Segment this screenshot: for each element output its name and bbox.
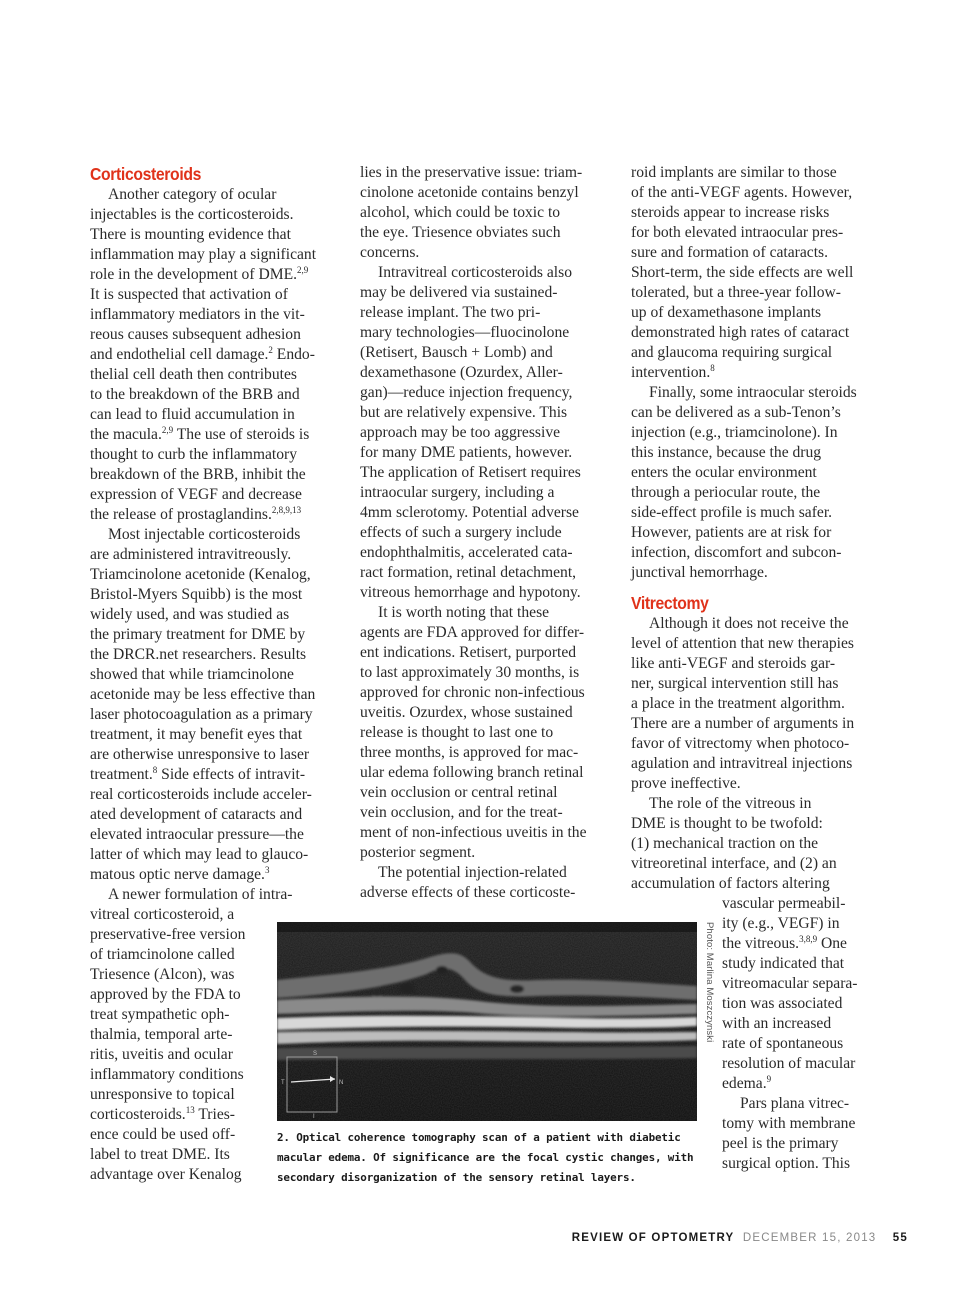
text-line: of triamcinolone called <box>90 946 235 963</box>
text-line: enters the ocular environment <box>631 464 817 481</box>
text-line: for many DME patients, however. <box>360 444 573 461</box>
oct-scan-figure <box>277 922 697 1121</box>
text-line: resolution of macular <box>722 1055 856 1072</box>
text-line: adverse effects of these corticoste- <box>360 884 576 901</box>
text-line: roid implants are similar to those <box>631 164 837 181</box>
text-line: edema.$^9$ <box>722 1074 772 1092</box>
text-line: (1) mechanical traction on the <box>631 835 819 852</box>
text-line: of the anti-VEGF agents. However, <box>631 184 853 201</box>
citation-superscript: 8 <box>152 765 158 775</box>
text-line: It is suspected that activation of <box>90 286 288 303</box>
text-line: sure and formation of cataracts. <box>631 244 829 261</box>
footer-date: DECEMBER 15, 2013 <box>742 1232 877 1244</box>
text-line: three months, is approved for mac- <box>360 744 579 761</box>
text-line: The application of Retisert requires <box>360 464 581 481</box>
scan-label-top: S <box>313 1051 318 1057</box>
citation-superscript: 3 <box>264 865 270 875</box>
footer-magazine: REVIEW OF OPTOMETRY <box>571 1232 735 1244</box>
text-line: vitreal corticosteroid, a <box>90 906 235 923</box>
text-line: this instance, because the drug <box>631 444 822 461</box>
text-line: ent indications. Retisert, purported <box>360 644 577 661</box>
text-line: surgical option. This <box>722 1155 851 1172</box>
text-line: laser photocoagulation as a primary <box>90 706 313 723</box>
text-line: the vitreous.$^{3,8,9}$ One <box>722 934 847 952</box>
text-line: tion was associated <box>722 995 843 1012</box>
text-line: Triesence (Alcon), was <box>90 966 235 983</box>
text-line: rate of spontaneous <box>722 1035 844 1052</box>
text-line: infection, discomfort and subcon- <box>631 544 842 561</box>
text-line: vein occlusion or central retinal <box>360 784 558 801</box>
text-line: A newer formulation of intra- <box>108 886 293 903</box>
scan-label-right: N <box>339 1080 344 1086</box>
text-line: It is worth noting that these <box>378 604 550 621</box>
text-line: posterior segment. <box>360 844 476 861</box>
text-line: injectables is the corticosteroids. <box>90 206 294 223</box>
text-line: ner, surgical intervention still has <box>631 675 839 692</box>
text-line: The role of the vitreous in <box>649 795 812 812</box>
text-line: Another category of ocular <box>108 186 277 203</box>
text-line: ence could be used off- <box>90 1126 236 1143</box>
text-line: accumulation of factors altering <box>631 875 830 892</box>
text-line: ritis, uveitis and ocular <box>90 1046 233 1063</box>
section-heading-vitrectomy: Vitrectomy <box>631 593 709 613</box>
text-line: concerns. <box>360 244 420 261</box>
text-line: thalmia, temporal arte- <box>90 1026 233 1043</box>
column-2 <box>360 163 615 903</box>
citation-superscript: 9 <box>766 1074 772 1084</box>
text-line: injection (e.g., triamcinolone). In <box>631 424 838 441</box>
text-line: Most injectable corticosteroids <box>108 526 301 543</box>
text-line: tomy with membrane <box>722 1115 856 1132</box>
text-line: DME is thought to be twofold: <box>631 815 823 832</box>
text-line: thought to curb the inflammatory <box>90 446 298 463</box>
text-line: acetonide may be less effective than <box>90 686 316 703</box>
photo-credit: Photo: Marlina Moszczynski <box>704 922 715 1043</box>
text-line: treatment, it may benefit eyes that <box>90 726 303 743</box>
text-line: effects of such a surgery include <box>360 524 562 541</box>
text-line: through a periocular route, the <box>631 484 821 501</box>
text-line: mary technologies—fluocinolone <box>360 324 570 341</box>
text-line: Finally, some intraocular steroids <box>649 384 857 401</box>
text-line: a place in the treatment algorithm. <box>631 695 845 712</box>
text-line: side-effect profile is much safer. <box>631 504 833 521</box>
text-line: may be delivered via sustained- <box>360 284 558 301</box>
text-line: The potential injection-related <box>378 864 567 881</box>
text-line: ment of non-infectious uveitis in the <box>360 824 587 841</box>
text-line: reous causes subsequent adhesion <box>90 326 301 343</box>
text-line: intervention.$^8$ <box>631 363 715 381</box>
caption-line: secondary disorganization of the sensory retinal layers. <box>277 1171 636 1184</box>
text-line: (Retisert, Bausch + Lomb) and <box>360 344 553 361</box>
text-line: real corticosteroids include acceler- <box>90 786 312 803</box>
column-3-text-top <box>631 163 891 583</box>
text-line: steroids appear to increase risks <box>631 204 830 221</box>
text-line: up of dexamethasone implants <box>631 304 822 321</box>
oct-scan-image <box>277 922 697 1121</box>
text-line: demonstrated high rates of cataract <box>631 324 850 341</box>
citation-superscript: 2,8,9,13 <box>271 505 302 515</box>
text-line: Bristol-Myers Squibb) is the most <box>90 586 303 603</box>
text-line: vitreoretinal interface, and (2) an <box>631 855 837 872</box>
text-line: agulation and intravitreal injections <box>631 755 853 772</box>
text-line: ated development of cataracts and <box>90 806 303 823</box>
text-line: study indicated that <box>722 955 845 972</box>
text-line: alcohol, which could be toxic to <box>360 204 561 221</box>
text-line: vein occlusion, and for the treat- <box>360 804 563 821</box>
text-line: unresponsive to topical <box>90 1086 235 1103</box>
text-line: There are a number of arguments in <box>631 715 855 732</box>
text-line: preservative-free version <box>90 926 246 943</box>
text-line: gan)—reduce injection frequency, <box>360 384 573 401</box>
text-line: release is thought to last one to <box>360 724 554 741</box>
figure-caption <box>277 1128 707 1188</box>
page-footer <box>572 1232 908 1244</box>
column-2-text <box>360 163 615 903</box>
text-line: peel is the primary <box>722 1135 839 1152</box>
scan-label-left: T <box>281 1080 285 1086</box>
text-line: Short-term, the side effects are well <box>631 264 854 281</box>
text-line: label to treat DME. Its <box>90 1146 230 1163</box>
text-line: dexamethasone (Ozurdex, Aller- <box>360 364 563 381</box>
text-line: intraocular surgery, including a <box>360 484 555 501</box>
text-line: are otherwise unresponsive to laser <box>90 746 310 763</box>
text-line: Pars plana vitrec- <box>740 1095 850 1112</box>
text-line: elevated intraocular pressure—the <box>90 826 304 843</box>
citation-superscript: 13 <box>185 1105 195 1115</box>
text-line: ity (e.g., VEGF) in <box>722 915 840 932</box>
text-line: treat sympathetic oph- <box>90 1006 230 1023</box>
text-line: 4mm sclerotomy. Potential adverse <box>360 504 579 521</box>
text-line: corticosteroids.$^{13}$ Tries- <box>90 1105 236 1123</box>
text-line: breakdown of the BRB, inhibit the <box>90 466 306 483</box>
citation-superscript: 2,9 <box>161 425 174 435</box>
text-line: ract formation, retinal detachment, <box>360 564 577 581</box>
text-line: Intravitreal corticosteroids also <box>378 264 572 281</box>
text-line: to the breakdown of the BRB and <box>90 386 300 403</box>
text-line: widely used, and was studied as <box>90 606 290 623</box>
scan-label-bottom: I <box>313 1114 315 1120</box>
text-line: latter of which may lead to glauco- <box>90 846 309 863</box>
text-line: are administered intravitreously. <box>90 546 292 563</box>
text-line: However, patients are at risk for <box>631 524 832 541</box>
citation-superscript: 3,8,9 <box>799 934 818 944</box>
text-line: release implant. The two pri- <box>360 304 541 321</box>
text-line: like anti-VEGF and steroids gar- <box>631 655 836 672</box>
text-line: matous optic nerve damage.$^3$ <box>90 865 270 883</box>
text-line: ular edema following branch retinal <box>360 764 584 781</box>
text-line: but are relatively expensive. This <box>360 404 568 421</box>
text-line: vitreous hemorrhage and hypotony. <box>360 584 581 601</box>
text-line: expression of VEGF and decrease <box>90 486 302 503</box>
text-line: thelial cell death then contributes <box>90 366 297 383</box>
text-line: lies in the preservative issue: triam- <box>360 164 583 181</box>
text-line: the eye. Triesence obviates such <box>360 224 561 241</box>
text-line: the DRCR.net researchers. Results <box>90 646 307 663</box>
text-line: uveitis. Ozurdex, whose sustained <box>360 704 573 721</box>
text-line: inflammatory conditions <box>90 1066 244 1083</box>
text-line: treatment.$^8$ Side effects of intravit- <box>90 765 306 783</box>
text-line: with an increased <box>722 1015 832 1032</box>
text-line: prove ineffective. <box>631 775 741 792</box>
text-line: vitreomacular separa- <box>722 975 858 992</box>
text-line: can be delivered as a sub-Tenon’s <box>631 404 841 421</box>
text-line: can lead to fluid accumulation in <box>90 406 295 423</box>
text-line: approved by the FDA to <box>90 986 241 1003</box>
citation-superscript: 8 <box>710 363 715 373</box>
text-line: cinolone acetonide contains benzyl <box>360 184 579 201</box>
text-line: vascular permeabil- <box>722 895 846 912</box>
text-line: and glaucoma requiring surgical <box>631 344 833 361</box>
text-line: level of attention that new therapies <box>631 635 854 652</box>
section-heading-corticosteroids: Corticosteroids <box>90 164 201 184</box>
citation-superscript: 2 <box>268 345 273 355</box>
text-line: endophthalmitis, accelerated cata- <box>360 544 573 561</box>
text-line: the macula.$^{2,9}$ The use of steroids is <box>90 425 310 443</box>
text-line: and endothelial cell damage.$^2$ Endo- <box>90 345 315 363</box>
caption-line: 2. Optical coherence tomography scan of a patient with diabetic <box>277 1131 681 1144</box>
text-line: advantage over Kenalog <box>90 1166 242 1183</box>
text-line: inflammation may play a significant <box>90 246 317 263</box>
text-line: tolerated, but a three-year follow- <box>631 284 841 301</box>
text-line: favor of vitrectomy when photoco- <box>631 735 850 752</box>
text-line: the primary treatment for DME by <box>90 626 306 643</box>
caption-line: macular edema. Of significance are the focal cystic changes, with <box>277 1151 694 1164</box>
citation-superscript: 2,9 <box>297 265 309 275</box>
text-line: for both elevated intraocular pres- <box>631 224 844 241</box>
text-line: agents are FDA approved for differ- <box>360 624 585 641</box>
text-line: showed that while triamcinolone <box>90 666 294 683</box>
text-line: junctival hemorrhage. <box>631 564 768 581</box>
text-line: inflammatory mediators in the vit- <box>90 306 305 323</box>
text-line: Triamcinolone acetonide (Kenalog, <box>90 566 311 583</box>
text-line: to last approximately 30 months, is <box>360 664 580 681</box>
text-line: role in the development of DME.$^{2,9}$ <box>90 265 309 283</box>
text-line: Although it does not receive the <box>649 615 849 632</box>
page-number: 55 <box>892 1232 908 1244</box>
text-line: approach may be too aggressive <box>360 424 561 441</box>
text-line: There is mounting evidence that <box>90 226 291 243</box>
text-line: the release of prostaglandins.$^{2,8,9,13}$ <box>90 505 302 523</box>
text-line: approved for chronic non-infectious <box>360 684 585 701</box>
